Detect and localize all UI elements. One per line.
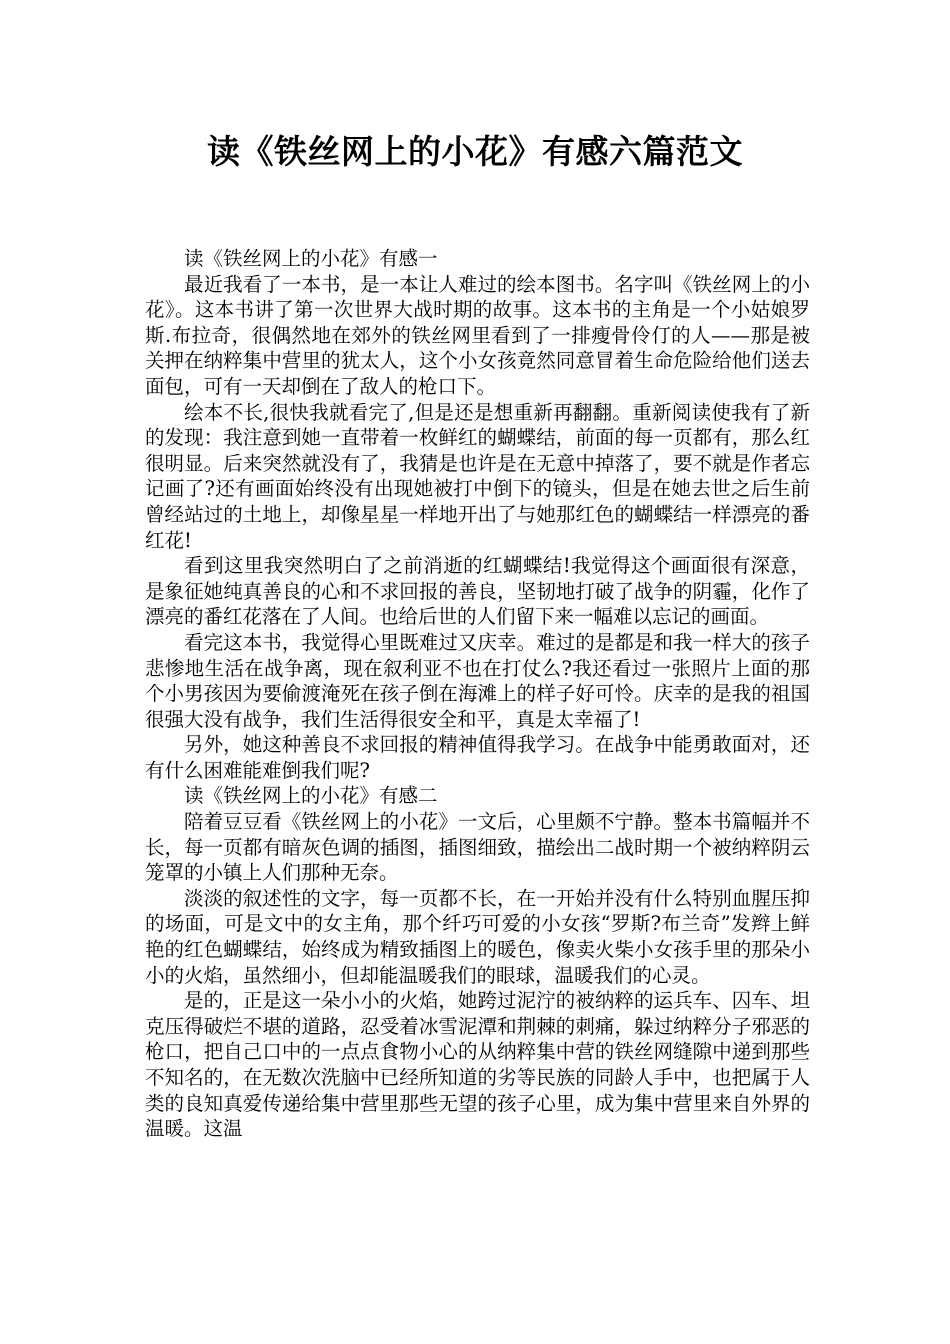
- paragraph: 看到这里我突然明白了之前消逝的红蝴蝶结!我觉得这个画面很有深意，是象征她纯真善良的心和不求回报的善良，坚韧地打破了战争的阴霾，化作了漂亮的番红花落在了人间。也给后世的人们留下来一幅难以忘记的画面。: [145, 554, 810, 629]
- paragraph: 另外，她这种善良不求回报的精神值得我学习。在战争中能勇敢面对，还有什么困难能难倒我们呢?: [145, 733, 810, 782]
- document-title: 读《铁丝网上的小花》有感六篇范文: [207, 132, 743, 171]
- paragraph: 绘本不长,很快我就看完了,但是还是想重新再翻翻。重新阅读使我有了新的发现：我注意到她一直带着一枚鲜红的蝴蝶结，前面的每一页都有，那么红很明显。后来突然就没有了，我猜是也许是在无意中掉落了，要不就是作者忘记画了?还有画面始终没有出现她被打中倒下的镜头，但是在她去世之后生前曾经站过的土地上，却像星星一样地开出了与她那红色的蝴蝶结一样漂亮的番红花!: [145, 400, 810, 552]
- paragraph: 最近我看了一本书，是一本让人难过的绘本图书。名字叫《铁丝网上的小花》。这本书讲了第一次世界大战时期的故事。这本书的主角是一个小姑娘罗斯.布拉奇，很偶然地在郊外的铁丝网里看到了一排瘦骨伶仃的人——那是被关押在纳粹集中营里的犹太人，这个小女孩竟然同意冒着生命危险给他们送去面包，可有一天却倒在了敌人的枪口下。: [145, 272, 810, 398]
- paragraph: 是的，正是这一朵小小的火焰，她跨过泥泞的被纳粹的运兵车、囚车、坦克压得破烂不堪的道路，忍受着冰雪泥潭和荆棘的刺痛，躲过纳粹分子邪恶的枪口，把自己口中的一点点食物小心的从纳粹集中营的铁丝网缝隙中递到那些不知名的，在无数次洗脑中已经所知道的劣等民族的同龄人手中，也把属于人类的良知真爱传递给集中营里那些无望的孩子心里，成为集中营里来自外界的温暖。这温: [145, 989, 810, 1141]
- section-heading-2: 读《铁丝网上的小花》有感二: [184, 784, 438, 808]
- paragraph: 淡淡的叙述性的文字，每一页都不长，在一开始并没有什么特别血腥压抑的场面，可是文中的女主角，那个纤巧可爱的小女孩“罗斯?布兰奇”发辫上鲜艳的红色蝴蝶结，始终成为精致插图上的暖色，像卖火柴小女孩手里的那朵小小的火焰，虽然细小，但却能温暖我们的眼球，温暖我们的心灵。: [145, 886, 810, 987]
- paragraph: 看完这本书，我觉得心里既难过又庆幸。难过的是都是和我一样大的孩子悲惨地生活在战争离，现在叙利亚不也在打仗么?我还看过一张照片上面的那个小男孩因为要偷渡淹死在孩子倒在海滩上的样子好可怜。庆幸的是我的祖国很强大没有战争，我们生活得很安全和平，真是太幸福了!: [145, 630, 810, 731]
- document-body: [145, 246, 810, 1142]
- paragraph: 陪着豆豆看《铁丝网上的小花》一文后，心里颇不宁静。整本书篇幅并不长，每一页都有暗灰色调的插图，插图细致，描绘出二战时期一个被纳粹阴云笼罩的小镇上人们那种无奈。: [145, 810, 810, 885]
- section-heading-1: 读《铁丝网上的小花》有感一: [184, 247, 438, 270]
